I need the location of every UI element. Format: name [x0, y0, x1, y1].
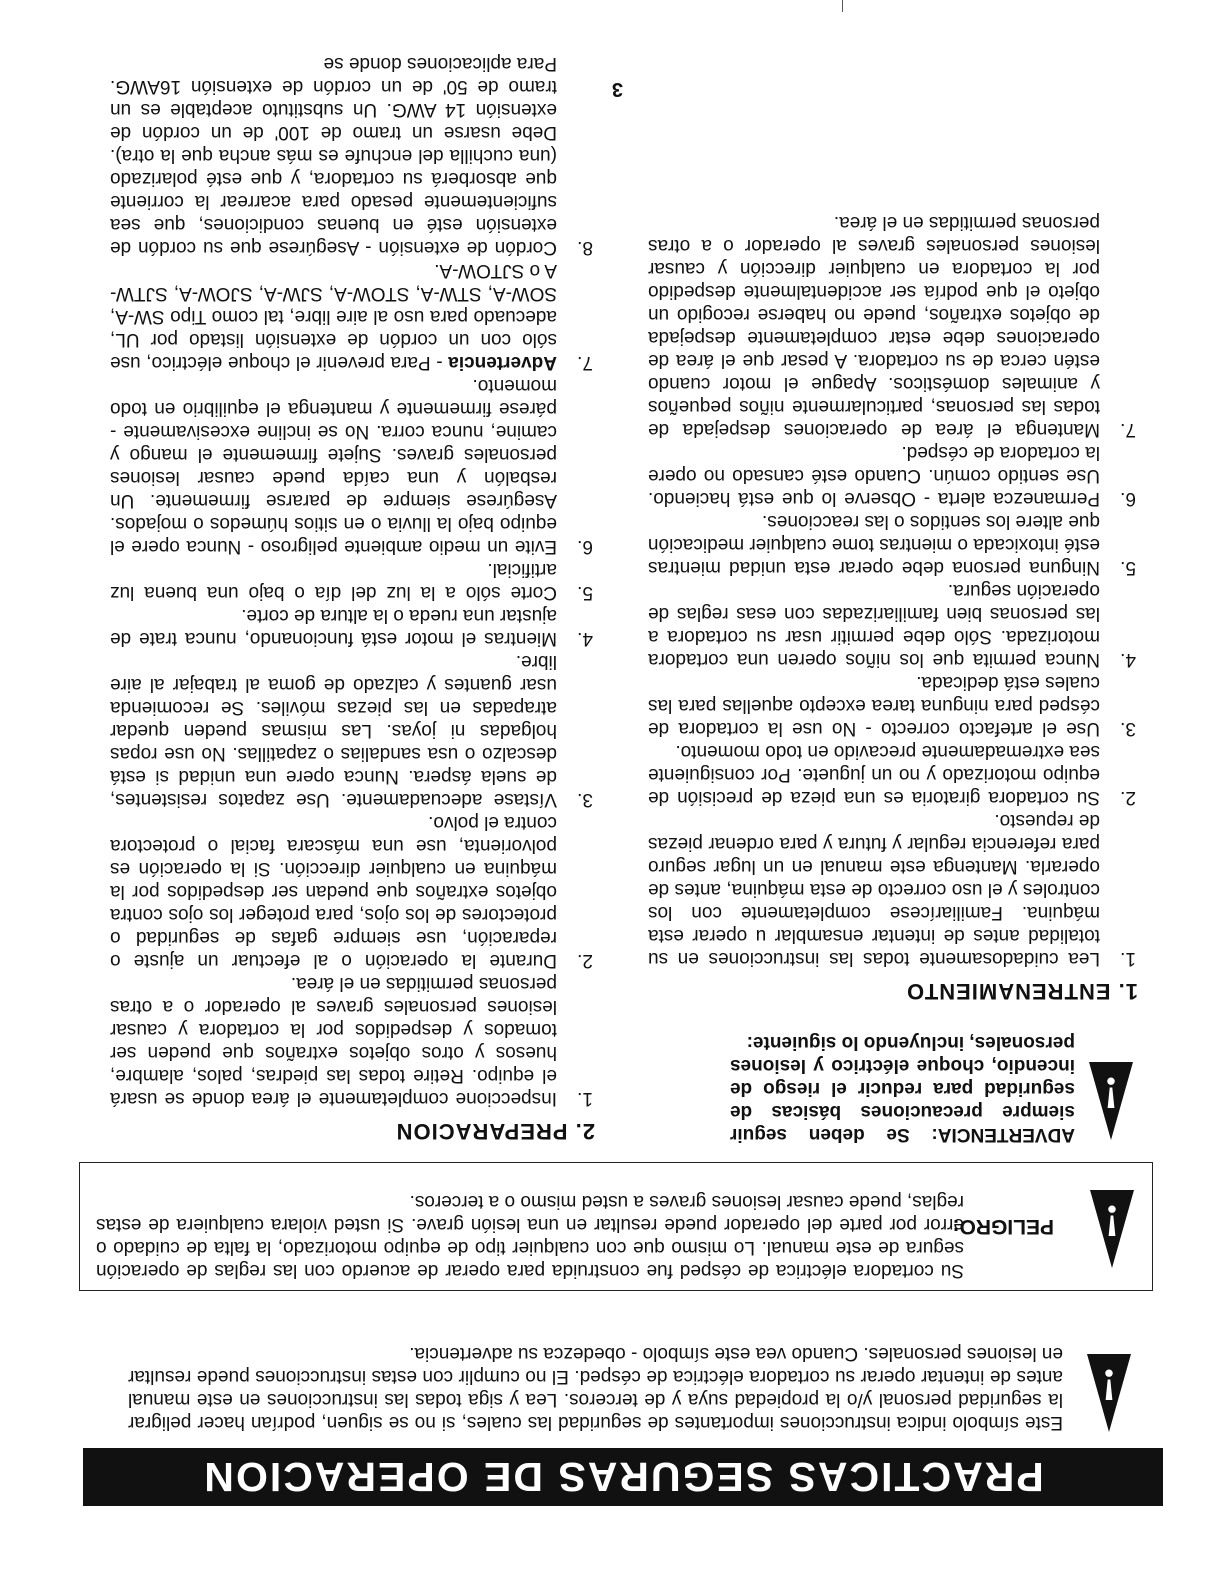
item-text: Corte sólo a la luz del día o bajo una buena luz artificial.: [110, 559, 557, 603]
item-text: Vístase adecuadamente. Use zapatos resistentes, de suela áspera. Nunca opere una unidad si está descalzo o usa sandalias o zapatillas. No use ropas holgadas ni joyas. Las mismas pueden quedar atrapadas en las piezas móviles. Se recomienda usar guantes y calzado de goma al trabajar al aire libre.: [110, 651, 557, 810]
item-number: 8.: [577, 237, 593, 258]
item-number: 2.: [577, 950, 593, 971]
page-title: PRACTICAS SEGURAS DE OPERACION: [83, 1448, 1163, 1506]
section-heading-preparacion: 2. PREPARACION: [395, 1119, 595, 1144]
item-text: Cordón de extensión - Asegúrese que su cordón de extensión esté en buenas condiciones, que sea suficientemente pesado para acarrear la corriente que absorberá su cortadora, y que esté polarizado (una cuchilla del enchufe es más ancha que la otra). Debe usarse un tramo de 100' de un cordón de extensión 14 AWG. Un substituto aceptable es un tramo de 50' de un cordón de extensión 16AWG. Para aplicaciones donde se: [110, 53, 557, 258]
item-text: Evite un medio ambiente peligroso - Nunca opere el equipo bajo la lluvia o en sitios húmedos o mojados. Asegúrese siempre de pararse firmemente. Un resbalón y una caída puede causar lesiones personales graves. Sujete firmemente el mango y camine, nunca corra. No se incline excesivamente - párese firmemente y mantenga el equilibrio en todo momento.: [110, 375, 557, 557]
list-item: [648, 510, 1138, 579]
list-item: [110, 811, 595, 972]
list-item: [110, 52, 595, 259]
item-text: Nunca permita que los niños operen una cortadora motorizada. Sólo debe permitir usar su cortadora a las personas bien familiarizadas con esas reglas de operación segura.: [648, 580, 1100, 670]
item-number: 1.: [577, 1088, 593, 1109]
exclamation-icon: !: [1104, 1196, 1120, 1247]
danger-text: Su cortadora eléctrica de césped fue construida para operar de acuerdo con las reglas de operación segura de este manual. Lo mismo que con cualquier tipo de equipo motorizado, la falta de cuidado o error por parte del operador puede resultar en una lesión grave. Si usted violara cualquiera de estas reglas, puede causar lesiones graves a usted mismo o a terceros.: [96, 1191, 964, 1281]
list-item: [110, 374, 595, 558]
list-item: [648, 671, 1138, 740]
item-number: 5.: [1120, 557, 1136, 578]
item-text: Durante la operación o al efectuar un ajuste o reparación, use siempre gafas de seguridad o protectores de los ojos, para proteger los ojos contra objetos extraños que puedan ser despedidos por la máquina en cualquier dirección. Si la operación es polvorienta, use una máscara facial o protectora contra el polvo.: [110, 812, 557, 971]
item-number: 5.: [577, 582, 593, 603]
danger-box: [79, 1162, 1153, 1291]
list-item: [648, 740, 1138, 809]
list-item: [648, 579, 1138, 671]
item-number: 6.: [577, 536, 593, 557]
column-right: [110, 52, 595, 1110]
list-item: [648, 441, 1138, 510]
item-text: - Para prevenir el choque eléctrico, use sólo con un cordón de extensión listado por UL, adecuado para uso al aire libre, tal como Tipo SW-A, SOW-A, STW-A, STOW-A, SJW-A, SJOW-A, SJTW-A o SJTOW-A.: [110, 260, 557, 373]
list-item: [110, 650, 595, 811]
item-text: Use el artefacto correcto - No use la cortadora de césped para ninguna tarea excepto aquellas para las cuales está dedicada.: [648, 672, 1100, 739]
item-number: 6.: [1120, 488, 1136, 509]
list-item: [110, 558, 595, 604]
list-item: [110, 604, 595, 650]
item-text: Mientras el motor está funcionando, nunca trate de ajustar una rueda o la altura de corte.: [110, 605, 557, 649]
list-item: [110, 259, 595, 374]
section-heading-entrenamiento: 1. ENTRENAMIENTO: [906, 979, 1138, 1004]
list-item: [648, 211, 1138, 441]
item-text: Su cortadora giratoria es una pieza de precisión de equipo motorizado y no un juguete. Por consiguiente sea extremadamente precavido en todo momento.: [648, 741, 1100, 808]
item-number: 1.: [1120, 948, 1136, 969]
page-number: 3: [611, 78, 623, 100]
item-number: 4.: [1120, 649, 1136, 670]
item-number: 7.: [577, 352, 593, 373]
exclamation-icon: !: [1103, 1068, 1119, 1119]
list-item: [648, 809, 1138, 970]
item-text: Lea cuidadosamente todas las instrucciones en su totalidad antes de intentar ensamblar u operar esta máquina. Familiarícese completamente con los controles y el uso correcto de esta máquina, antes de operarla. Mantenga este manual en un lugar seguro para referencia regular y futura y para ordenar piezas de repuesto.: [648, 810, 1100, 969]
danger-label: PELIGRO:: [952, 1215, 1054, 1238]
item-lead: Advertencia: [448, 352, 557, 373]
item-number: 4.: [577, 628, 593, 649]
column-left: [648, 211, 1138, 970]
item-text: Inspeccione completamente el área donde se usará el equipo. Retire todas las piedras, palos, alambre, huesos y otros objetos extraños que pueden ser tomados y despedidos por la cortadora y causar lesiones personales graves al operador o a otras personas permitidas en el área.: [110, 973, 557, 1109]
item-number: 3.: [1120, 718, 1136, 739]
item-number: 3.: [577, 789, 593, 810]
item-number: 7.: [1120, 419, 1136, 440]
list-item: [110, 972, 595, 1110]
exclamation-icon: !: [1101, 1360, 1117, 1411]
item-text: Permanezca alerta - Observe lo que está haciendo. Use sentido común. Cuando esté cansado no opere la cortadora de césped.: [648, 442, 1100, 509]
item-text: Mantenga el área de operaciones despejada de todas las personas, particularmente niños pequeños y animales domésticos. Apague el motor cuando estén cerca de su cortadora. A pesar que el área de operaciones debe estar completamente despejada de objetos extraños, puede no haberse recogido un objeto el que podría ser accidentalmente despedido por la cortadora en cualquier dirección y causar lesiones personales graves al operador o a otras personas permitidas en el área.: [648, 212, 1100, 440]
item-text: Ninguna persona debe operar esta unidad mientras esté intoxicada o mientras tome cualquier medicación que altere los sentidos o las reacciones.: [647, 511, 1100, 578]
item-number: 2.: [1120, 787, 1136, 808]
scan-mark: [842, 0, 843, 12]
intro-paragraph: Este símbolo indica instrucciones importantes de seguridad las cuales, si no se siguen, podrían hacer peligrar la seguridad personal y/o la propiedad suya y de terceros. Lea y siga todas las instrucciones en este manual antes de intentar operar su cortadora eléctrica de césped. El no cumplir con estas instrucciones puede resultar en lesiones personales. Cuando vea este símbolo - obedezca su advertencia.: [128, 1343, 1063, 1433]
warning-text: ADVERTENCIA: Se deben seguir siempre precauciones básicas de seguridad para reducir el riesgo de incendio, choque eléctrico y lesiones personales, incluyendo lo siguiente:: [730, 1032, 1075, 1145]
